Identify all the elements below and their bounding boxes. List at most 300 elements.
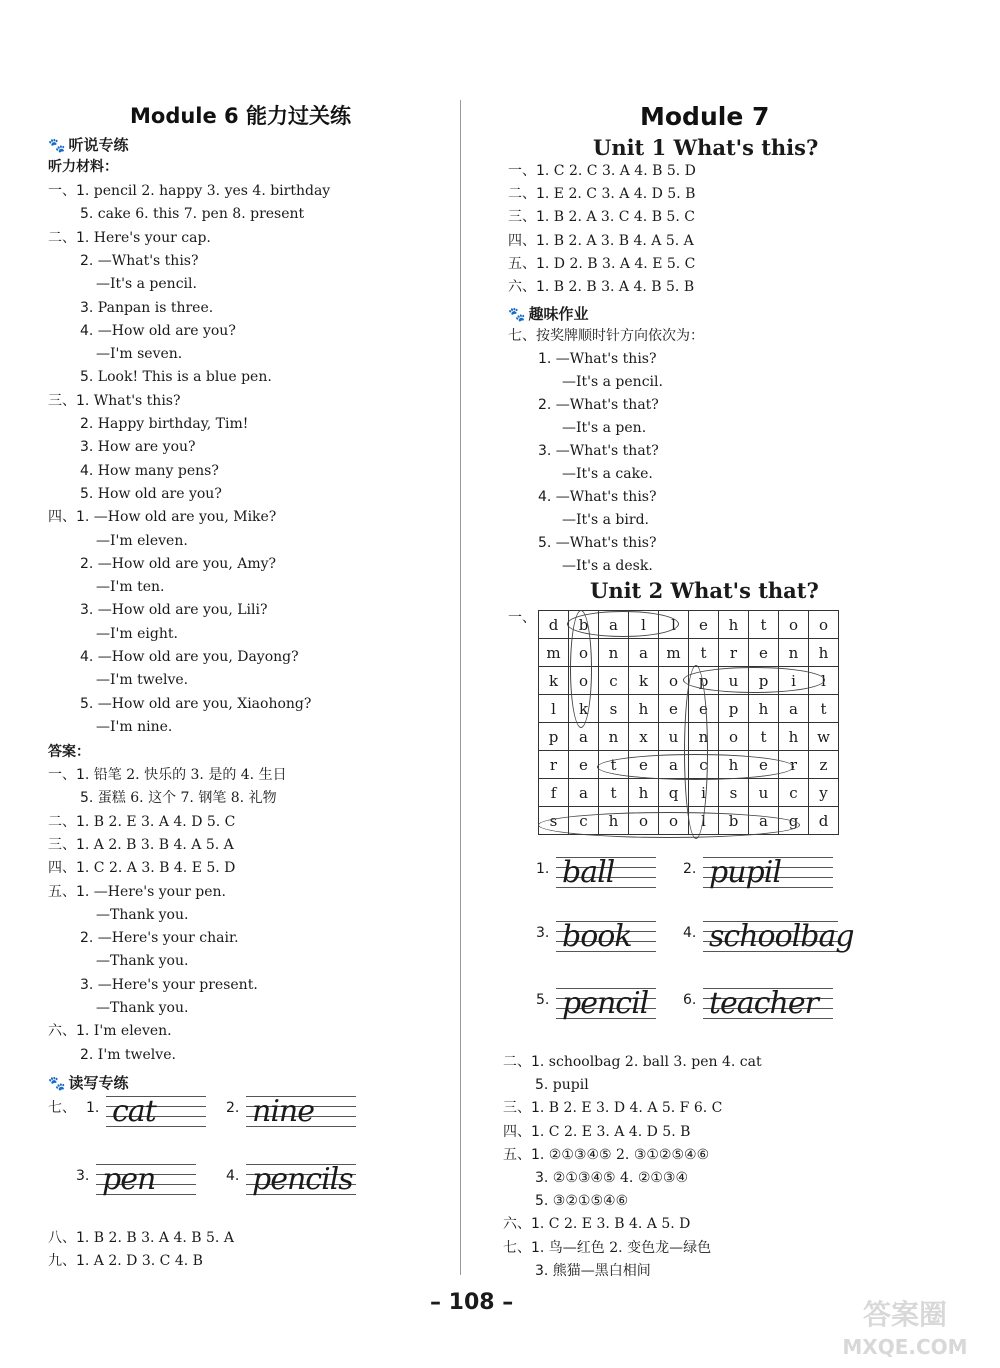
item-text: B 2. A 3. B 4. A 5. A xyxy=(549,232,694,249)
handwritten-word: schoolbag xyxy=(709,919,854,954)
item-text: How many pens? xyxy=(93,462,219,479)
grid-cell: p xyxy=(719,695,749,723)
grid-cell: c xyxy=(599,667,629,695)
answer-line xyxy=(80,414,248,434)
grid-cell: y xyxy=(809,779,839,807)
grid-cell: a xyxy=(599,611,629,639)
item-number: 六、1. xyxy=(503,1216,545,1233)
dialogue-line xyxy=(538,487,656,507)
answer-line xyxy=(503,1098,722,1118)
handwritten-word: nine xyxy=(252,1094,314,1129)
dialogue-line xyxy=(538,533,656,553)
item-number: 九、1. xyxy=(48,1253,90,1269)
item-number: 5. xyxy=(536,992,550,1008)
svg-text:MXQE.COM: MXQE.COM xyxy=(842,1335,968,1359)
item-number: 4. xyxy=(80,322,94,339)
item-text: —It's a bird. xyxy=(562,512,649,528)
grid-cell: a xyxy=(749,807,779,835)
answer-line xyxy=(80,647,299,667)
item-text: C 2. A 3. B 4. E 5. D xyxy=(89,860,236,877)
item-text: Here's your cap. xyxy=(89,229,211,246)
item-number: 2. xyxy=(80,416,94,432)
grid-cell: l xyxy=(809,667,839,695)
grid-cell: d xyxy=(539,611,569,639)
item-number: 二、1. xyxy=(508,186,550,203)
grid-cell: t xyxy=(599,751,629,779)
answer-line xyxy=(535,1168,688,1188)
grid-cell: a xyxy=(569,779,599,807)
item-text: ②①③④⑤ 2. ③①②⑤④⑥ xyxy=(544,1146,710,1163)
materials-label: 听力材料： xyxy=(48,159,118,175)
answer-line xyxy=(48,507,276,527)
answer-line xyxy=(48,812,235,832)
item-number: 三、1. xyxy=(48,836,90,853)
answer-line xyxy=(80,344,182,364)
handwritten-word: teacher xyxy=(709,986,818,1021)
site-watermark xyxy=(820,1294,990,1360)
item-number: 一、1. xyxy=(48,767,90,783)
grid-label: 一、 xyxy=(508,610,536,626)
module6-title: Module 6 能力过关练 xyxy=(130,104,351,128)
grid-cell: k xyxy=(539,667,569,695)
item-number: 5. xyxy=(535,1077,549,1094)
item-text: —How old are you, Amy? xyxy=(93,555,277,572)
answer-line xyxy=(535,1191,628,1211)
item-number: 三、1. xyxy=(503,1100,545,1117)
item-number: 3. xyxy=(80,976,94,993)
answer-line xyxy=(508,184,695,204)
item-text: —How old are you, Lili? xyxy=(93,602,268,619)
circle-teacher xyxy=(597,754,794,780)
item-number: 5. xyxy=(80,206,94,223)
grid-cell: p xyxy=(689,667,719,695)
item-number: 五、1. xyxy=(508,255,550,272)
item-number: 一、1. xyxy=(508,163,550,179)
grid-cell: o xyxy=(569,639,599,667)
item-text: —I'm twelve. xyxy=(96,672,189,689)
answer-line xyxy=(80,670,188,690)
grid-cell: t xyxy=(749,723,779,751)
item-text: ③②①⑤④⑥ xyxy=(548,1193,629,1210)
answer-line xyxy=(508,207,695,227)
grid-cell: d xyxy=(809,807,839,835)
grid-cell: o xyxy=(659,667,689,695)
answer-line xyxy=(535,1261,651,1281)
grid-cell: m xyxy=(659,639,689,667)
paw-icon: 🐾 xyxy=(48,1076,66,1092)
item-text: B 2. B 3. A 4. B 5. A xyxy=(89,1230,234,1246)
item-number: 2. xyxy=(80,252,94,269)
grid-cell: t xyxy=(749,611,779,639)
item-number: 六、1. xyxy=(48,1023,90,1040)
grid-cell: r xyxy=(539,751,569,779)
seven-label: 七、 xyxy=(48,1100,76,1116)
item-number: 五、1. xyxy=(503,1146,545,1163)
circle-book xyxy=(570,610,592,728)
grid-cell: l xyxy=(629,611,659,639)
item-text: C 2. C 3. A 4. B 5. D xyxy=(549,163,696,179)
item-text: 铅笔 2. 快乐的 3. 是的 4. 生日 xyxy=(89,767,287,783)
item-text: —Thank you. xyxy=(96,1000,189,1016)
item-text: E 2. C 3. A 4. D 5. B xyxy=(549,186,696,203)
answer-line xyxy=(80,484,222,504)
item-text: ②①③④⑤ 4. ②①③④ xyxy=(548,1170,689,1186)
answer-line xyxy=(508,277,694,297)
grid-cell: x xyxy=(629,723,659,751)
item-number: 1. xyxy=(538,351,552,367)
item-number: 三、1. xyxy=(48,392,90,409)
dialogue-line xyxy=(562,372,663,392)
page-number: – 108 – xyxy=(430,1290,514,1315)
item-text: —What's that? xyxy=(551,443,659,459)
handwritten-word: pencils xyxy=(252,1162,353,1197)
item-text: A 2. B 3. B 4. A 5. A xyxy=(89,836,234,853)
item-number: 2. xyxy=(226,1100,240,1116)
item-text: What's this? xyxy=(89,392,181,409)
grid-cell: e xyxy=(659,695,689,723)
grid-cell: k xyxy=(569,695,599,723)
item-number: 二、1. xyxy=(503,1054,545,1070)
item-number: 3. xyxy=(76,1168,90,1184)
item-text: schoolbag 2. ball 3. pen 4. cat xyxy=(544,1054,762,1070)
handwriting-answer xyxy=(76,1164,196,1208)
dialogue-line xyxy=(562,556,653,576)
grid-cell: n xyxy=(689,723,719,751)
answer-line xyxy=(535,1075,589,1095)
handwriting-answer xyxy=(226,1096,356,1140)
grid-cell: c xyxy=(689,751,719,779)
listening-heading: 🐾 听说专练 xyxy=(48,136,129,154)
item-text: —How old are you, Dayong? xyxy=(93,649,299,665)
item-number: 4. xyxy=(226,1168,240,1184)
item-number: 3. xyxy=(80,439,94,456)
item-text: pencil 2. happy 3. yes 4. birthday xyxy=(89,183,331,199)
item-text: How are you? xyxy=(93,439,196,456)
answer-line xyxy=(80,461,219,481)
grid-cell: o xyxy=(779,611,809,639)
answer-line xyxy=(80,274,197,294)
item-text: A 2. D 3. C 4. B xyxy=(89,1253,203,1269)
grid-cell: e xyxy=(629,751,659,779)
item-number: 2. xyxy=(80,555,94,572)
grid-cell: u xyxy=(749,779,779,807)
paw-icon: 🐾 xyxy=(508,307,526,323)
item-text: C 2. E 3. B 4. A 5. D xyxy=(544,1216,691,1233)
grid-cell: h xyxy=(809,639,839,667)
item-text: —What's that? xyxy=(551,397,659,413)
answers-label: 答案： xyxy=(48,744,90,760)
item-number: 四、1. xyxy=(48,509,90,526)
grid-cell: u xyxy=(659,723,689,751)
answer-line xyxy=(80,577,164,597)
item-number: 2. xyxy=(683,861,697,877)
grid-cell: h xyxy=(779,723,809,751)
handwriting-answer xyxy=(536,857,656,901)
item-number: 四、1. xyxy=(508,232,550,249)
item-text: pupil xyxy=(548,1077,589,1094)
item-text: I'm twelve. xyxy=(93,1046,176,1063)
answer-line xyxy=(80,975,258,995)
item-number: 七、1. xyxy=(503,1239,545,1256)
handwritten-word: cat xyxy=(112,1094,156,1129)
dialogue-line xyxy=(562,510,649,530)
answer-line xyxy=(503,1214,690,1234)
grid-cell: e xyxy=(749,639,779,667)
grid-cell: n xyxy=(779,639,809,667)
answer-line xyxy=(80,951,188,971)
grid-cell: p xyxy=(539,723,569,751)
grid-cell: s xyxy=(599,695,629,723)
item-text: —How old are you, Xiaohong? xyxy=(93,695,312,712)
answer-line xyxy=(48,228,211,248)
answer-line xyxy=(503,1145,709,1165)
item-number: 四、1. xyxy=(48,860,90,877)
item-number: 5. xyxy=(535,1193,549,1210)
item-number: 5. xyxy=(80,485,94,502)
svg-text:答案圈: 答案圈 xyxy=(862,1298,948,1331)
grid-cell: k xyxy=(629,667,659,695)
handwriting-answer xyxy=(86,1096,206,1140)
answer-line xyxy=(80,204,304,224)
grid-cell: a xyxy=(659,751,689,779)
grid-cell: h xyxy=(719,751,749,779)
item-text: —It's a pencil. xyxy=(96,276,197,293)
dialogue-line xyxy=(538,349,656,369)
grid-cell: t xyxy=(599,779,629,807)
answer-line xyxy=(503,1122,690,1142)
grid-cell: w xyxy=(809,723,839,751)
grid-cell: e xyxy=(569,751,599,779)
grid-cell: p xyxy=(749,667,779,695)
item-number: 六、1. xyxy=(508,279,550,295)
grid-cell: e xyxy=(749,751,779,779)
item-text: B 2. E 3. A 4. D 5. C xyxy=(89,813,236,830)
item-number: 八、1. xyxy=(48,1230,90,1246)
answer-line xyxy=(48,1228,234,1248)
paw-icon: 🐾 xyxy=(48,138,66,154)
answer-line xyxy=(48,882,226,902)
grid-cell: h xyxy=(749,695,779,723)
item-text: How old are you? xyxy=(93,485,222,502)
handwritten-word: pencil xyxy=(562,986,649,1021)
grid-cell: o xyxy=(629,807,659,835)
item-number: 3. xyxy=(80,299,94,316)
answer-line xyxy=(48,835,234,855)
item-text: —How old are you? xyxy=(93,322,236,339)
item-number: 一、1. xyxy=(48,183,90,199)
handwriting-answer xyxy=(683,988,833,1032)
grid-cell: h xyxy=(629,779,659,807)
item-text: 鸟—红色 2. 变色龙—绿色 xyxy=(544,1239,712,1256)
grid-cell: c xyxy=(779,779,809,807)
item-number: 二、1. xyxy=(48,229,90,246)
item-text: I'm eleven. xyxy=(89,1023,172,1040)
answer-line xyxy=(48,765,287,785)
grid-cell: t xyxy=(809,695,839,723)
answer-line xyxy=(48,1021,172,1041)
grid-cell: l xyxy=(689,807,719,835)
answer-line xyxy=(80,624,178,644)
handwriting-answer xyxy=(226,1164,356,1208)
answer-line xyxy=(80,788,277,808)
item-text: B 2. A 3. C 4. B 5. C xyxy=(549,209,695,226)
answer-line xyxy=(503,1052,762,1072)
grid-cell: a xyxy=(569,723,599,751)
module7-title: Module 7 xyxy=(640,102,770,131)
answer-line xyxy=(80,367,272,387)
item-text: B 2. B 3. A 4. B 5. B xyxy=(549,279,695,295)
item-text: 蛋糕 6. 这个 7. 钢笔 8. 礼物 xyxy=(93,790,277,807)
item-text: —It's a desk. xyxy=(562,558,653,574)
grid-cell: q xyxy=(659,779,689,807)
handwritten-word: ball xyxy=(562,855,615,890)
handwriting-answer xyxy=(683,857,833,901)
grid-cell: a xyxy=(779,695,809,723)
answer-line xyxy=(80,437,196,457)
seven-intro: 七、按奖牌顺时针方向依次为： xyxy=(508,328,704,344)
answer-line xyxy=(80,298,213,318)
item-text: —It's a pencil. xyxy=(562,374,663,390)
grid-cell: s xyxy=(719,779,749,807)
answer-line xyxy=(80,251,198,271)
item-number: 二、1. xyxy=(48,813,90,830)
item-text: Panpan is three. xyxy=(93,299,214,316)
answer-line xyxy=(80,928,239,948)
grid-cell: l xyxy=(659,611,689,639)
item-number: 3. xyxy=(80,602,94,619)
item-text: —It's a cake. xyxy=(562,466,653,482)
circle-schoolbag xyxy=(538,812,800,838)
grid-cell: s xyxy=(539,807,569,835)
grid-cell: b xyxy=(569,611,599,639)
grid-cell: c xyxy=(569,807,599,835)
grid-cell: h xyxy=(599,807,629,835)
grid-cell: o xyxy=(569,667,599,695)
answer-line xyxy=(48,391,180,411)
grid-cell: u xyxy=(719,667,749,695)
grid-cell: n xyxy=(599,639,629,667)
item-text: —Here's your chair. xyxy=(93,930,239,947)
answer-line xyxy=(80,998,188,1018)
item-text: —What's this? xyxy=(93,252,199,269)
grid-cell: g xyxy=(779,807,809,835)
unit2-title: Unit 2 What's that? xyxy=(590,578,819,603)
handwritten-word: pupil xyxy=(709,855,781,890)
grid-cell: l xyxy=(539,695,569,723)
item-number: 5. xyxy=(538,535,552,551)
dialogue-line xyxy=(538,395,659,415)
grid-cell: o xyxy=(719,723,749,751)
fun-homework-heading: 🐾 趣味作业 xyxy=(508,305,589,323)
item-number: 五、1. xyxy=(48,883,90,900)
item-number: 4. xyxy=(538,489,552,505)
item-text: —Here's your present. xyxy=(93,976,258,993)
answer-line xyxy=(508,161,696,181)
item-number: 5. xyxy=(80,369,94,386)
answer-line xyxy=(48,858,235,878)
item-text: cake 6. this 7. pen 8. present xyxy=(93,206,305,223)
answer-line xyxy=(48,1251,203,1271)
item-text: —What's this? xyxy=(551,351,657,367)
grid-cell: t xyxy=(689,639,719,667)
item-text: B 2. E 3. D 4. A 5. F 6. C xyxy=(544,1100,723,1117)
handwriting-answer xyxy=(536,921,656,965)
answer-line xyxy=(80,321,236,341)
item-number: 2. xyxy=(80,1046,94,1063)
answer-line xyxy=(80,694,311,714)
item-number: 5. xyxy=(80,790,94,807)
item-text: —I'm ten. xyxy=(96,579,165,596)
grid-cell: h xyxy=(629,695,659,723)
grid-cell: b xyxy=(719,807,749,835)
answer-line xyxy=(80,1045,176,1065)
item-number: 2. xyxy=(538,397,552,413)
item-number: 3. xyxy=(535,1262,549,1279)
unit1-title: Unit 1 What's this? xyxy=(593,135,819,160)
answer-line xyxy=(80,600,267,620)
answer-line xyxy=(80,531,188,551)
grid-cell: a xyxy=(629,639,659,667)
item-text: —I'm nine. xyxy=(96,718,173,735)
item-text: 熊猫—黑白相间 xyxy=(548,1262,651,1279)
grid-cell: i xyxy=(689,779,719,807)
reading-writing-heading: 🐾 读写专练 xyxy=(48,1074,129,1092)
item-text: —Here's your pen. xyxy=(89,883,226,900)
grid-cell: e xyxy=(689,611,719,639)
item-number: 4. xyxy=(80,649,94,665)
item-number: 6. xyxy=(683,992,697,1008)
item-number: 1. xyxy=(536,861,550,877)
item-number: 3. xyxy=(538,443,552,459)
item-number: 三、1. xyxy=(508,209,550,226)
item-text: —I'm eleven. xyxy=(96,532,188,549)
item-text: Look! This is a blue pen. xyxy=(93,369,272,386)
grid-cell: h xyxy=(719,611,749,639)
handwritten-word: pen xyxy=(102,1162,156,1197)
grid-cell: z xyxy=(809,751,839,779)
dialogue-line xyxy=(538,441,659,461)
item-text: —Thank you. xyxy=(96,906,189,923)
handwriting-answer xyxy=(683,919,854,965)
item-text: —I'm eight. xyxy=(96,625,178,642)
grid-cell: r xyxy=(779,751,809,779)
answer-line xyxy=(508,254,695,274)
item-text: C 2. E 3. A 4. D 5. B xyxy=(544,1123,691,1140)
item-text: —How old are you, Mike? xyxy=(89,509,277,526)
item-text: —What's this? xyxy=(551,535,657,551)
item-number: 1. xyxy=(86,1100,100,1116)
dialogue-line xyxy=(562,418,646,438)
item-text: —What's this? xyxy=(551,489,657,505)
item-number: 四、1. xyxy=(503,1123,545,1140)
answer-line xyxy=(508,231,694,251)
grid-cell: o xyxy=(659,807,689,835)
item-number: 4. xyxy=(80,462,94,479)
handwritten-word: book xyxy=(562,919,632,954)
grid-cell: n xyxy=(599,723,629,751)
grid-cell: m xyxy=(539,639,569,667)
item-text: —I'm seven. xyxy=(96,346,183,363)
answer-line xyxy=(80,717,172,737)
grid-cell: f xyxy=(539,779,569,807)
item-text: D 2. B 3. A 4. E 5. C xyxy=(549,255,696,272)
answer-line xyxy=(503,1238,711,1258)
item-number: 5. xyxy=(80,695,94,712)
handwriting-answer xyxy=(536,988,656,1032)
grid-cell: o xyxy=(809,611,839,639)
item-text: —It's a pen. xyxy=(562,420,647,436)
circle-pupil xyxy=(683,667,825,693)
